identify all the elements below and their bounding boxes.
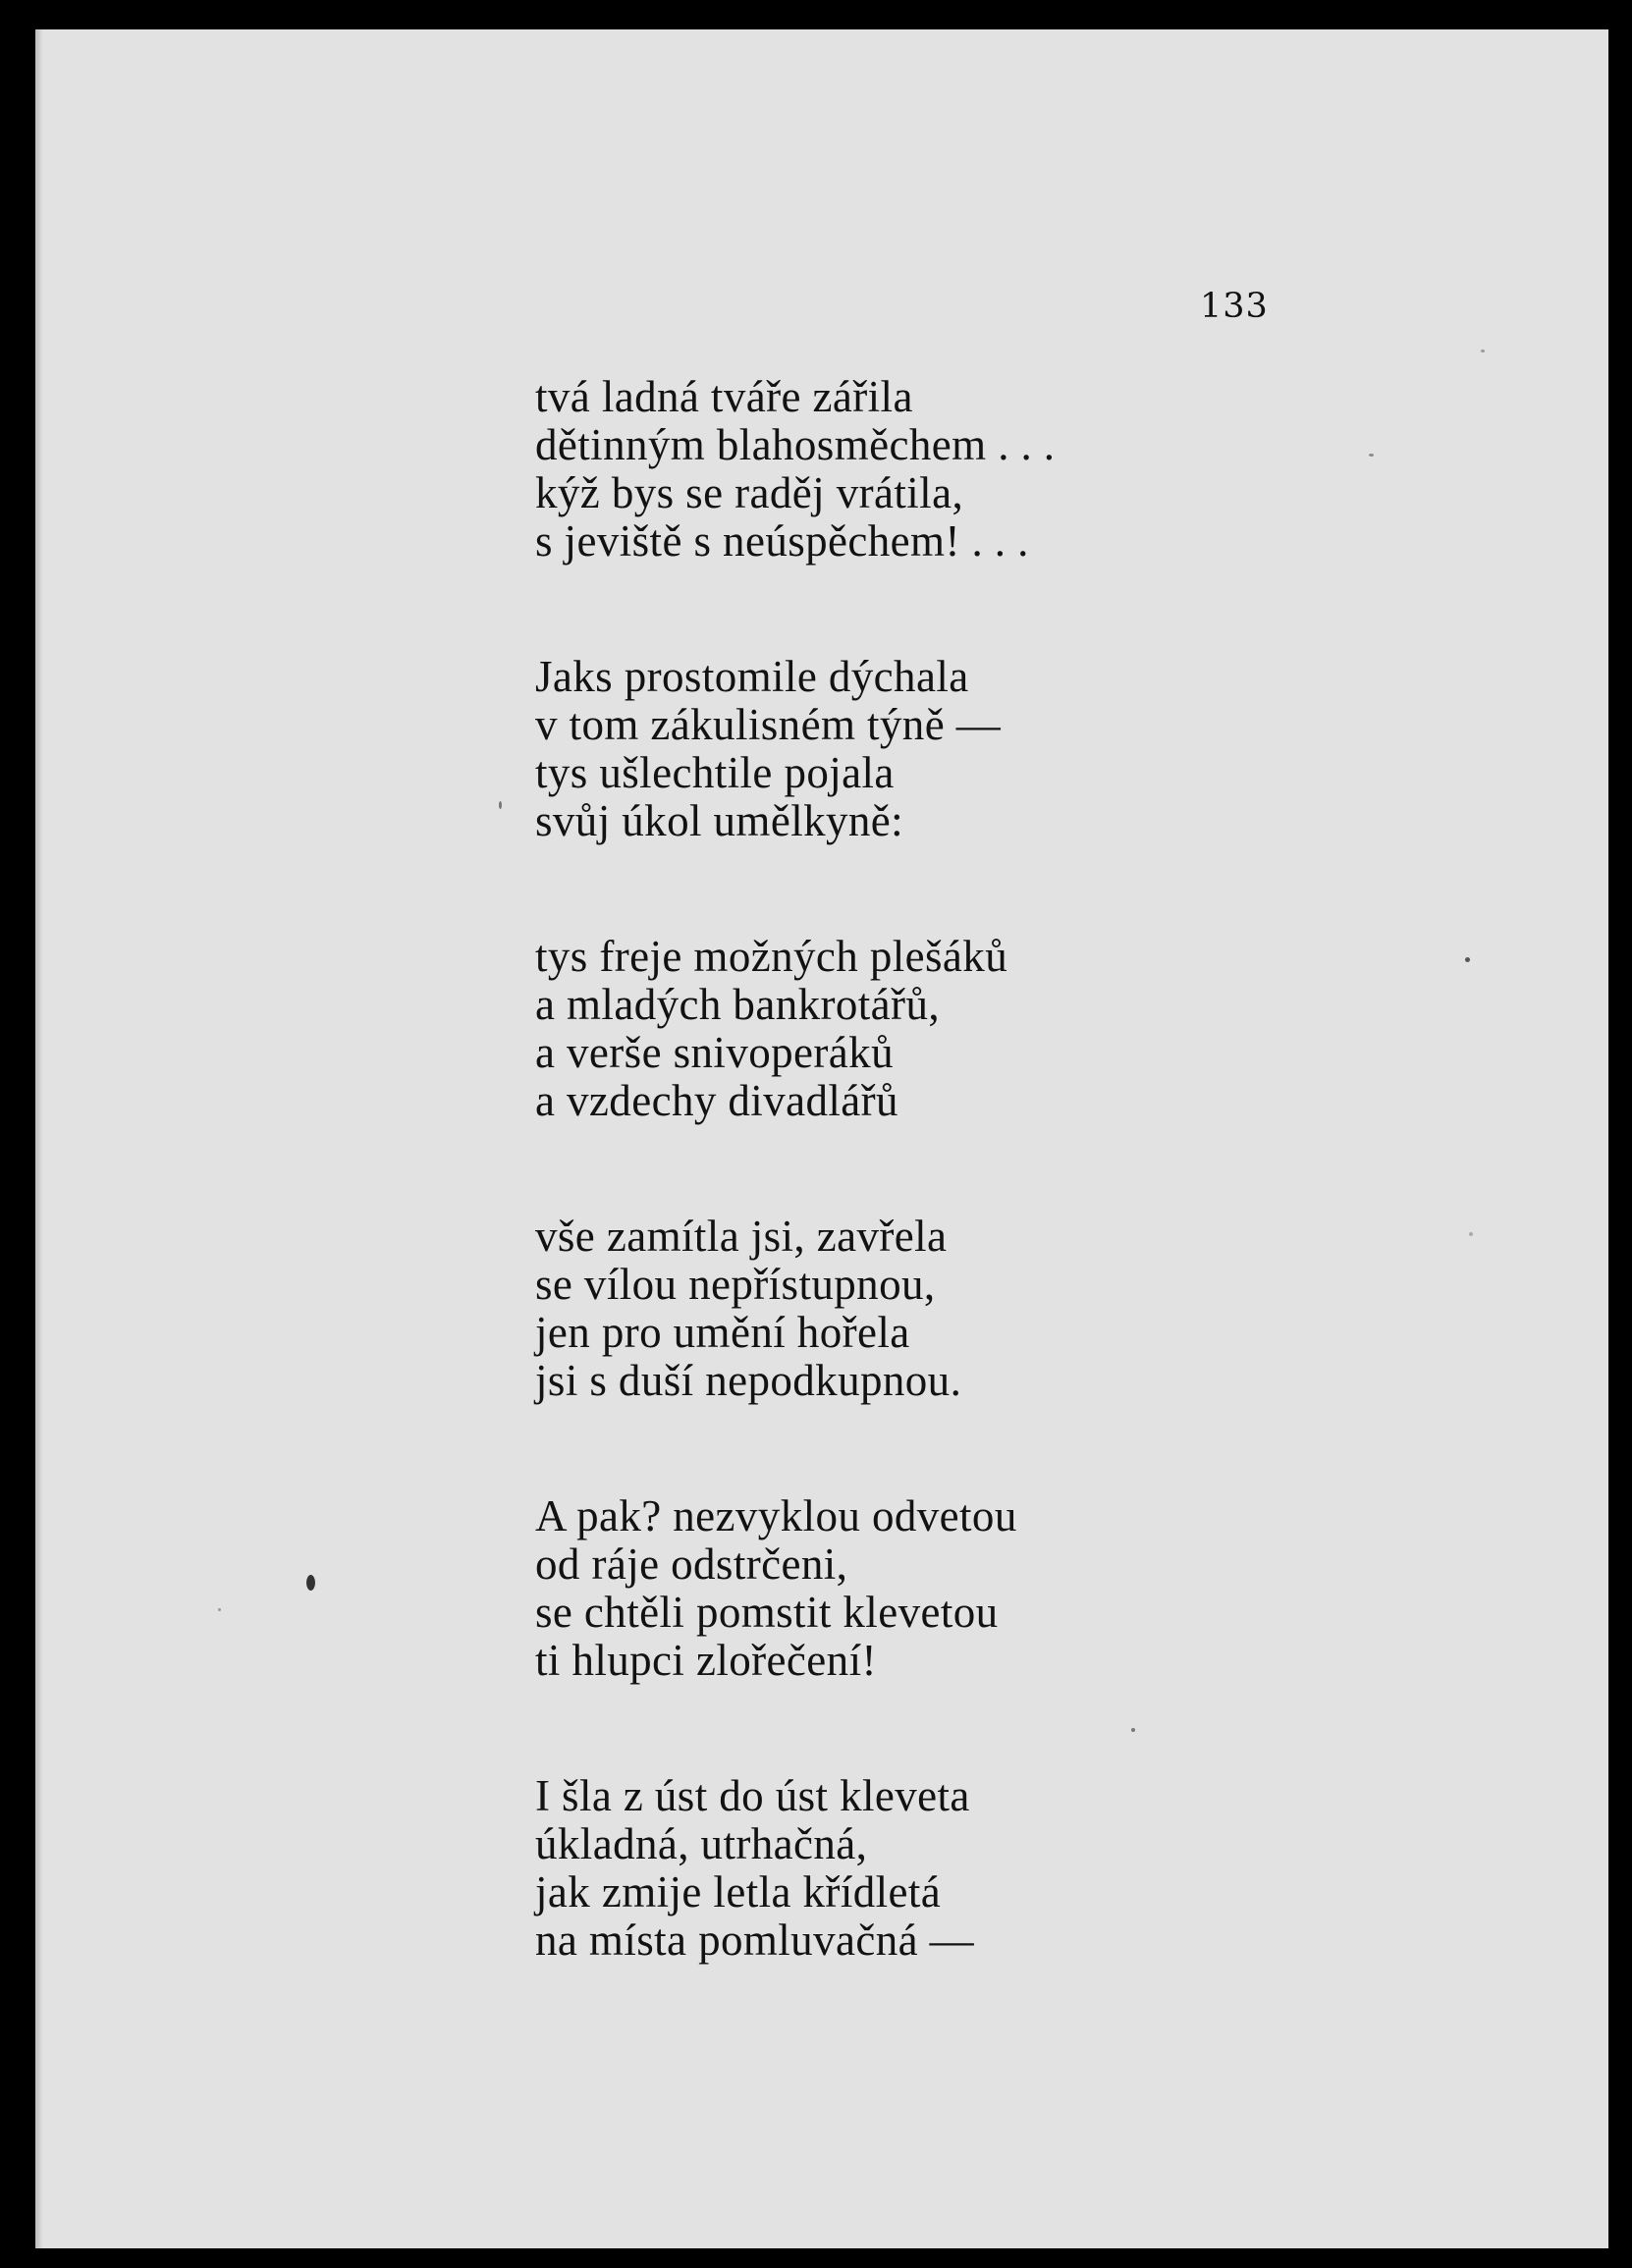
stanza-2	[535, 653, 1517, 845]
stanza-3	[535, 933, 1517, 1125]
stanza-4	[535, 1213, 1517, 1405]
poem-line: se vílou nepřístupnou,	[535, 1260, 936, 1309]
poem-line: jen pro umění hořela	[535, 1308, 910, 1357]
poem-line: tvá ladná tváře zářila	[535, 372, 913, 421]
poem-line: dětinným blahosměchem . . .	[535, 420, 1056, 469]
poem-line: tys freje možných plešáků	[535, 932, 1008, 981]
scan-speck	[1131, 1728, 1135, 1732]
poem-line: a verše snivoperáků	[535, 1028, 894, 1077]
scan-speck	[1369, 454, 1374, 457]
scan-edge-shadow	[35, 29, 43, 2248]
poem-line: v tom zákulisném týně —	[535, 700, 1002, 749]
poem-line: se chtěli pomstit klevetou	[535, 1588, 999, 1637]
poem-line: A pak? nezvyklou odvetou	[535, 1491, 1017, 1540]
poem-line: a mladých bankrotářů,	[535, 980, 940, 1029]
poem-line: Jaks prostomile dýchala	[535, 652, 969, 701]
stanza-1	[535, 373, 1517, 566]
scan-speck	[218, 1608, 221, 1611]
poem-line: ti hlupci zlořečení!	[535, 1636, 877, 1685]
stanza-5	[535, 1492, 1517, 1685]
poem-line: svůj úkol umělkyně:	[535, 796, 904, 845]
scan-speck	[1481, 350, 1485, 352]
scan-speck	[306, 1575, 315, 1591]
poem-line: úkladná, utrhačná,	[535, 1819, 868, 1868]
poem	[535, 373, 1517, 2052]
stanza-6	[535, 1772, 1517, 1965]
poem-line: vše zamítla jsi, zavřela	[535, 1212, 948, 1261]
page-number: 133	[1200, 287, 1269, 326]
poem-line: s jeviště s neúspěchem! . . .	[535, 516, 1029, 566]
poem-line: kýž bys se raděj vrátila,	[535, 468, 964, 517]
scan-speck	[1465, 957, 1470, 962]
scan-speck	[1469, 1232, 1473, 1236]
poem-line: od ráje odstrčeni,	[535, 1539, 848, 1589]
scan-speck	[499, 801, 502, 809]
poem-line: a vzdechy divadlářů	[535, 1076, 898, 1125]
poem-line: jak zmije letla křídletá	[535, 1867, 942, 1917]
poem-line: tys ušlechtile pojala	[535, 748, 895, 797]
poem-line: jsi s duší nepodkupnou.	[535, 1356, 962, 1405]
poem-line: I šla z úst do úst kleveta	[535, 1771, 970, 1820]
poem-line: na místa pomluvačná —	[535, 1916, 975, 1965]
